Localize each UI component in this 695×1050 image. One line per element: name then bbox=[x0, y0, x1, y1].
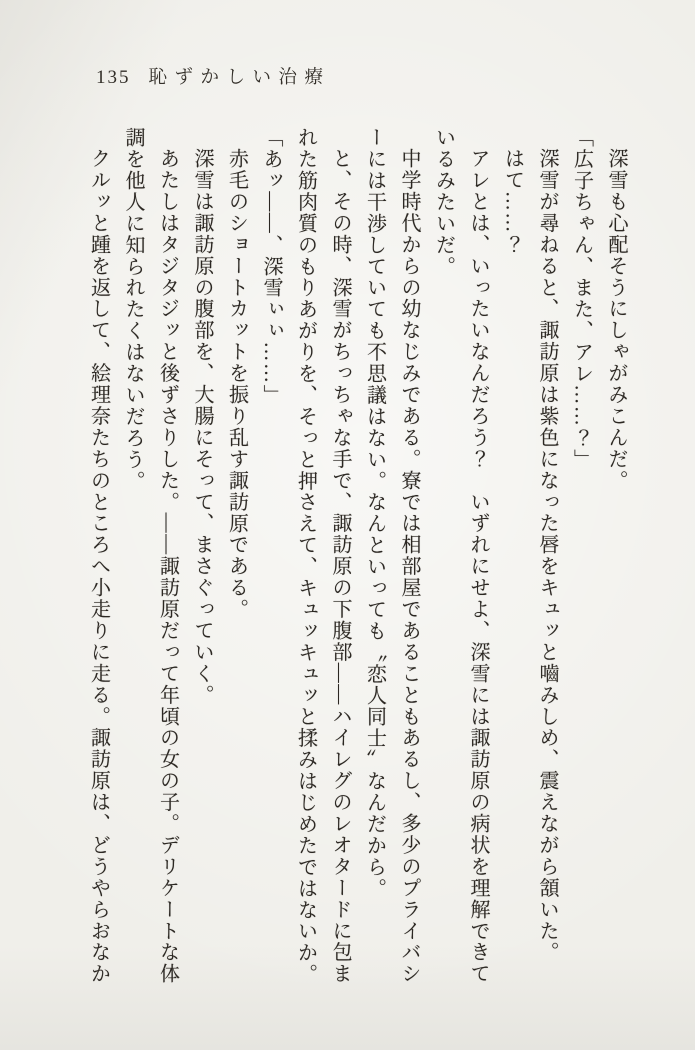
chapter-title: 恥ずかしい治療 bbox=[148, 68, 331, 88]
text-line-10: れた筋肉質のもりあがりを、そっと押さえて、キュッキュッと揉みはじめたではないか。 bbox=[294, 127, 317, 985]
text-line-14: あたしはタジタジッと後ずさりした。――諏訪原だって年頃の女の子。デリケートな体 bbox=[156, 148, 179, 985]
running-head bbox=[96, 63, 331, 89]
text-line-16: クルッと踵を返して、絵理奈たちのところへ小走りに走る。諏訪原は、どうやらおなか bbox=[87, 148, 110, 985]
text-line-11: 「あッ――、深雪ぃぃ……」 bbox=[260, 127, 282, 406]
page-number: 135 bbox=[96, 67, 131, 88]
text-line-8: ーには干渉していても不思議はない。なんといっても〝恋人同士〟なんだから。 bbox=[363, 127, 386, 900]
text-line-1: 深雪も心配そうにしゃがみこんだ。 bbox=[605, 148, 627, 492]
text-line-4: はて……？ bbox=[501, 148, 524, 256]
text-line-5: アレとは、いったいなんだろう？ いずれにせよ、深雪には諏訪原の病状を理解できて bbox=[467, 148, 489, 985]
text-line-9: と、その時、深雪がちっちゃな手で、諏訪原の下腹部――ハイレグのレオタードに包ま bbox=[329, 148, 351, 985]
text-line-6: いるみたいだ。 bbox=[432, 127, 455, 278]
text-line-7: 中学時代からの幼なじみである。寮では相部屋であることもあるし、多少のプライバシ bbox=[398, 148, 420, 985]
text-line-13: 深雪は諏訪原の腹部を、大腸にそって、まさぐっていく。 bbox=[191, 148, 213, 706]
text-line-2: 「広子ちゃん、また、アレ……？」 bbox=[570, 127, 593, 471]
text-line-12: 赤毛のショートカットを振り乱す諏訪原である。 bbox=[225, 148, 248, 620]
text-line-15: 調を他人に知られたくはないだろう。 bbox=[122, 127, 144, 492]
text-line-3: 深雪が尋ねると、諏訪原は紫色になった唇をキュッと嚙みしめ、震えながら頷いた。 bbox=[536, 148, 558, 964]
page-text-block bbox=[79, 127, 633, 989]
